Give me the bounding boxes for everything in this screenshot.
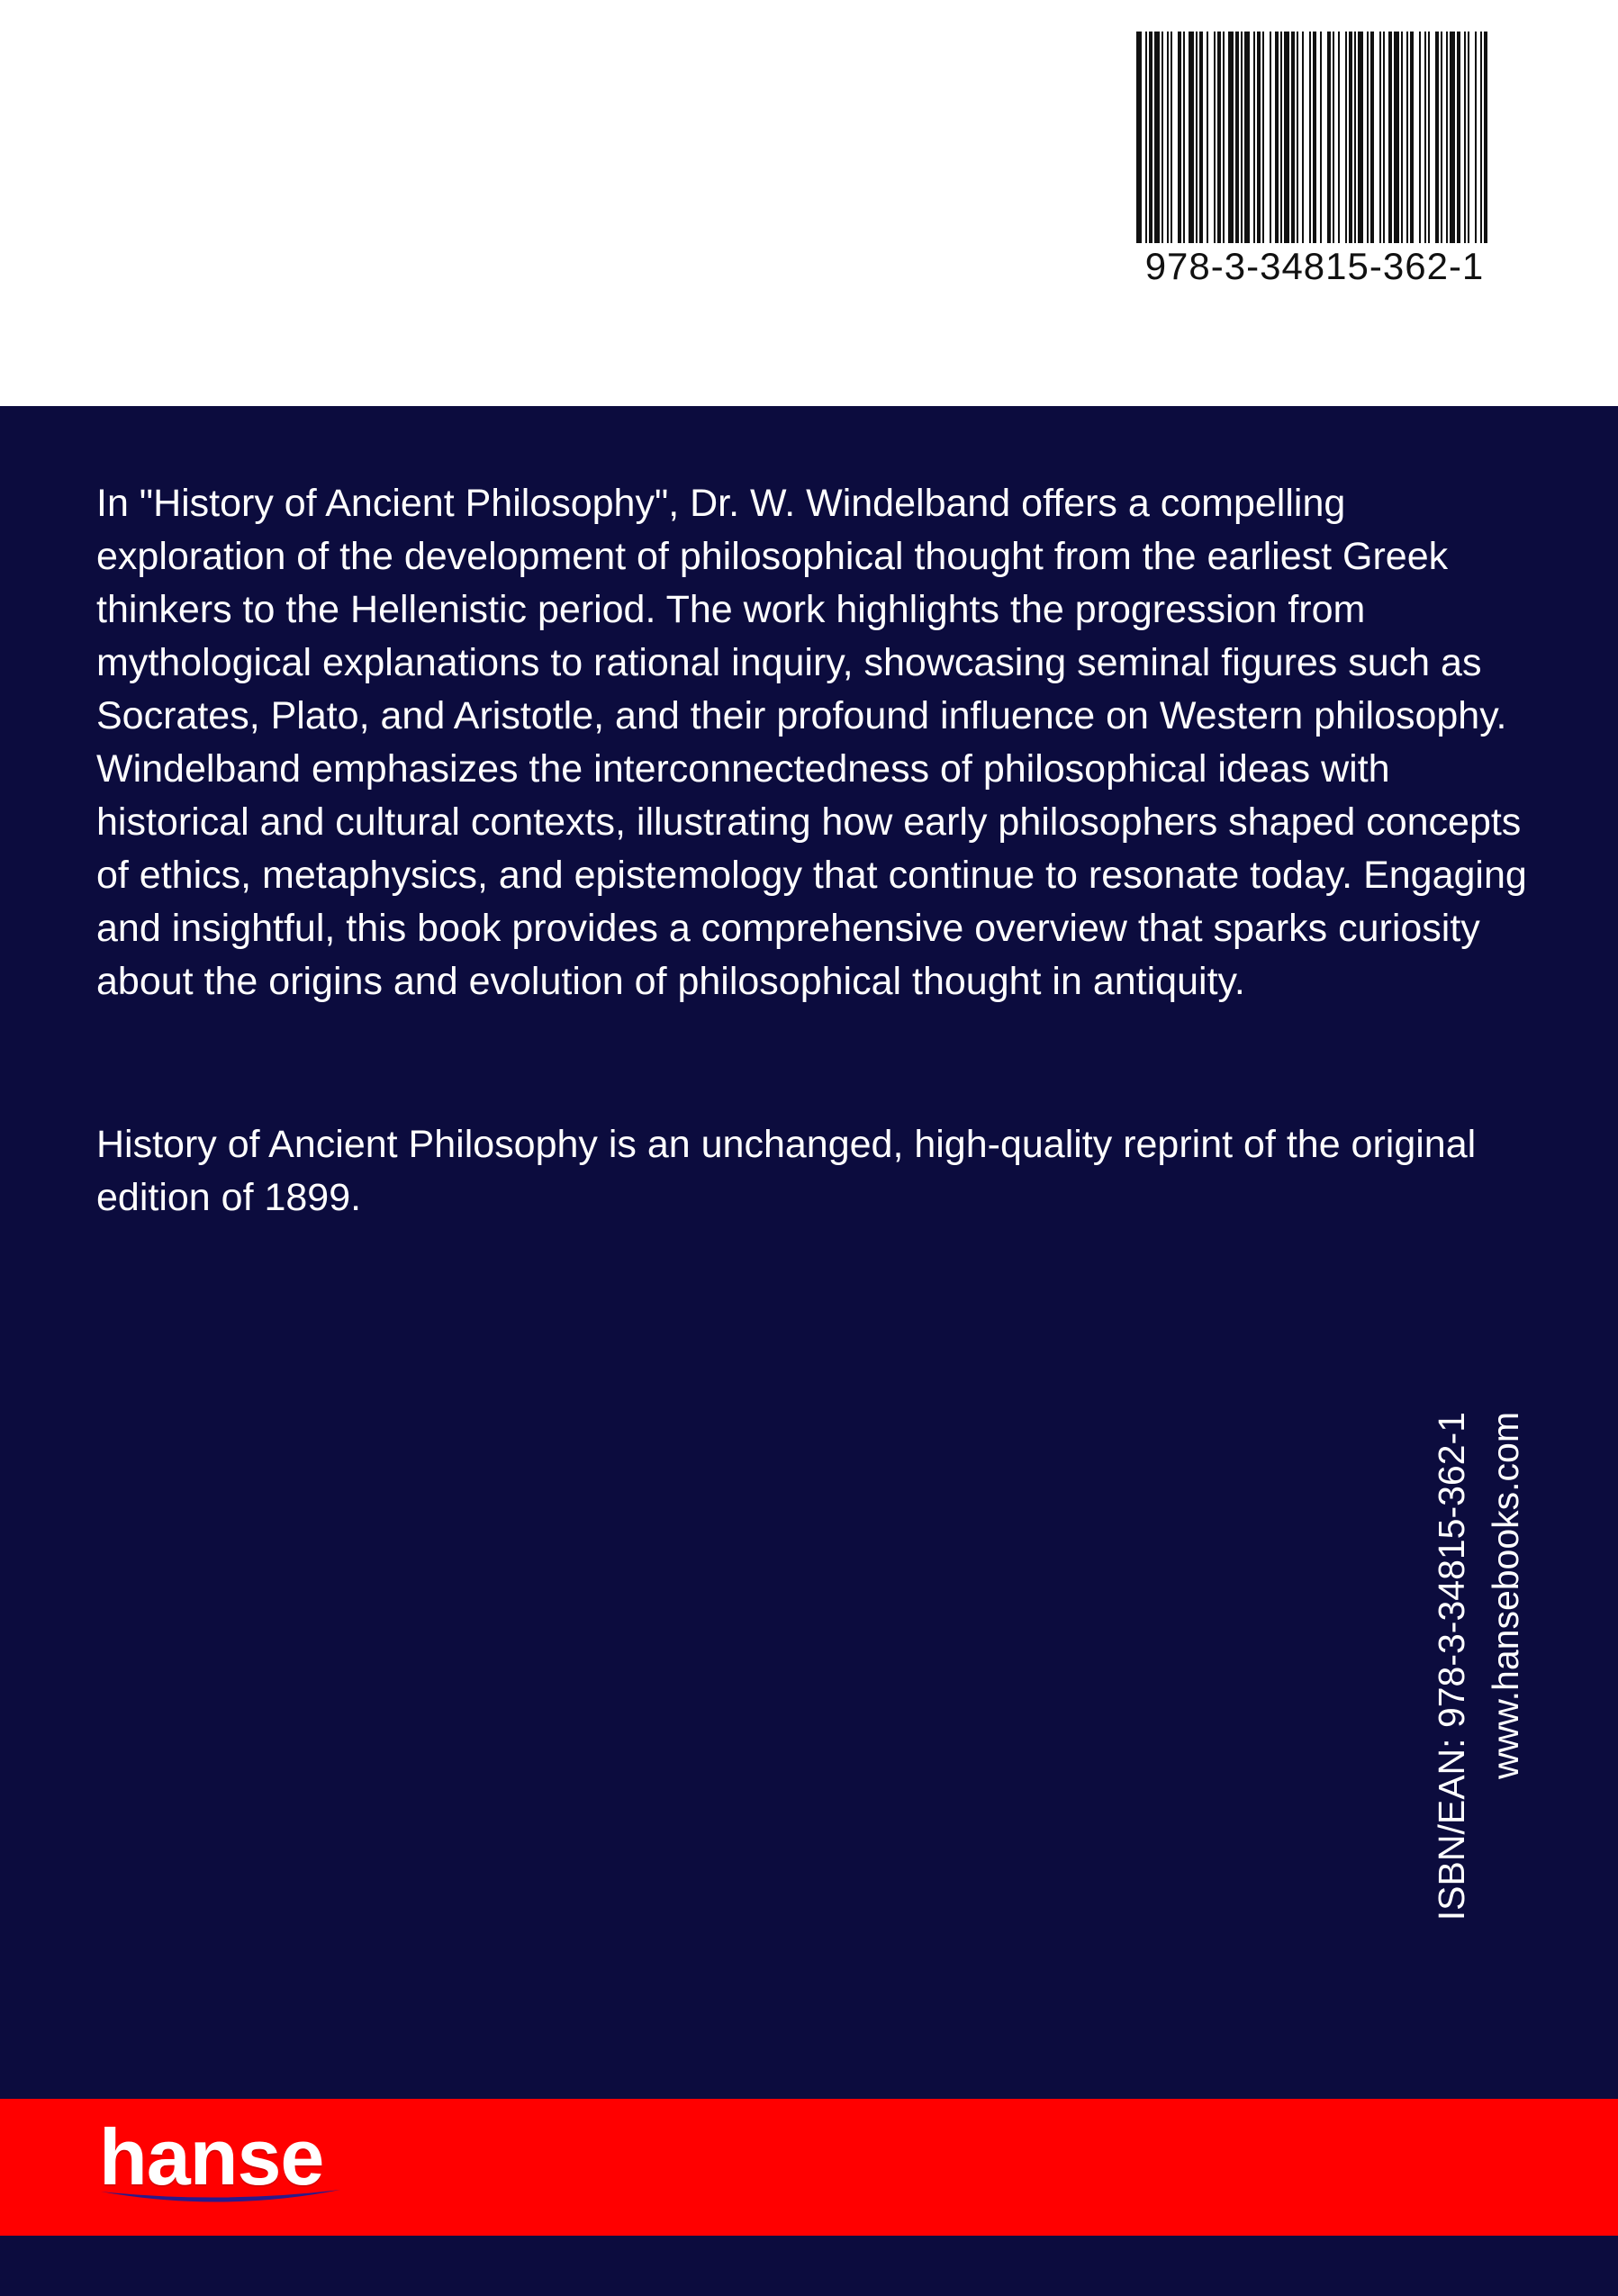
barcode-bar <box>1280 32 1282 243</box>
barcode-bar <box>1313 32 1316 243</box>
barcode-bar <box>1435 32 1439 243</box>
book-description: In "History of Ancient Philosophy", Dr. W. Windelband offers a compelling exploration of the development of philosophical thought from the earliest Greek thinkers to the Hellenistic period. The work highlights the progression from mythological explanations to rational inquiry, showcasing seminal figures such as Socrates, Plato, and Aristotle, and their profound influence on Western philosophy. Windelband emphasizes the interconnectedness of philosophical ideas with historical and cultural contexts, illustrating how early philosophers shaped concepts of ethics, metaphysics, and epistemology that continue to resonate today. Engaging and insightful, this book provides a comprehensive overview that sparks curiosity about the origins and evolution of philosophical thought in antiquity. <box>96 482 1527 1003</box>
barcode-bar <box>1207 32 1208 243</box>
barcode-bar <box>1136 32 1142 243</box>
barcode-bar <box>1297 32 1298 243</box>
barcode-bar <box>1354 32 1356 243</box>
barcode-bar <box>1178 32 1181 243</box>
barcode-bar <box>1199 32 1203 243</box>
barcode-bar <box>1257 32 1261 243</box>
barcode-bar <box>1302 32 1304 243</box>
barcode-bar <box>1401 32 1403 243</box>
barcode-bar <box>1370 32 1374 243</box>
barcode-bar <box>1358 32 1363 243</box>
barcode-bar <box>1167 32 1169 243</box>
top-white-band <box>0 0 1618 406</box>
barcode-bar <box>1262 32 1264 243</box>
barcode-bar <box>1379 32 1381 243</box>
barcode-bar <box>1410 32 1414 243</box>
barcode-bar <box>1484 32 1487 243</box>
barcode-bar <box>1349 32 1352 243</box>
barcode-bar <box>1480 32 1482 243</box>
barcode-bar <box>1457 32 1460 243</box>
barcode-bar <box>1428 32 1430 243</box>
barcode-bar <box>1388 32 1392 243</box>
barcode-bar <box>1475 32 1477 243</box>
publisher-logo <box>99 2112 351 2217</box>
barcode-bar <box>1345 32 1347 243</box>
barcode-number: 978-3-34815-362-1 <box>1144 245 1485 287</box>
barcode-bar <box>1309 32 1311 243</box>
barcode-bar <box>1424 32 1426 243</box>
barcode-bar <box>1214 32 1216 243</box>
isbn-text: ISBN/EAN: 978-3-34815-362-1 <box>1431 1412 1472 1921</box>
barcode-bar <box>1419 32 1421 243</box>
barcode-bar <box>1145 32 1147 243</box>
reprint-note: History of Ancient Philosophy is an unchanged, high-quality reprint of the original edition of 1899. <box>96 1123 1477 1219</box>
barcode-bar <box>1244 32 1250 243</box>
barcode-bar <box>1275 32 1279 243</box>
barcode-bar <box>1291 32 1295 243</box>
barcode-bar <box>1228 32 1234 243</box>
barcode-bar <box>1196 32 1198 243</box>
publisher-logo-text: hanse <box>99 2112 324 2201</box>
barcode-bar <box>1468 32 1469 243</box>
publisher-website: www.hansebooks.com <box>1485 1412 1526 1779</box>
barcode-bar <box>1183 32 1185 243</box>
barcode-bar <box>1406 32 1408 243</box>
barcode-bars <box>1136 32 1492 243</box>
barcode-bar <box>1241 32 1243 243</box>
logo-swoosh-icon <box>99 2183 342 2213</box>
barcode-bar <box>1383 32 1385 243</box>
bottom-navy-band <box>0 2236 1618 2296</box>
barcode-bar <box>1149 32 1152 243</box>
barcode-bar <box>1333 32 1334 243</box>
barcode-bar <box>1189 32 1194 243</box>
barcode-bar <box>1235 32 1239 243</box>
spine-info <box>1424 1412 1526 1970</box>
barcode-bar <box>1450 32 1455 243</box>
barcode-bar <box>1162 32 1163 243</box>
barcode-bar <box>1284 32 1289 243</box>
barcode-bar <box>1327 32 1331 243</box>
barcode-bar <box>1270 32 1271 243</box>
barcode-bar <box>1338 32 1340 243</box>
barcode-bar <box>1223 32 1225 243</box>
barcode-bar <box>1367 32 1369 243</box>
barcode-bar <box>1394 32 1399 243</box>
barcode-bar <box>1446 32 1448 243</box>
barcode-bar <box>1441 32 1442 243</box>
barcode-bar <box>1217 32 1221 243</box>
barcode-bar <box>1464 32 1466 243</box>
barcode-bar <box>1171 32 1172 243</box>
barcode <box>1136 32 1492 243</box>
barcode-bar <box>1253 32 1255 243</box>
barcode-bar <box>1154 32 1160 243</box>
barcode-bar <box>1320 32 1322 243</box>
